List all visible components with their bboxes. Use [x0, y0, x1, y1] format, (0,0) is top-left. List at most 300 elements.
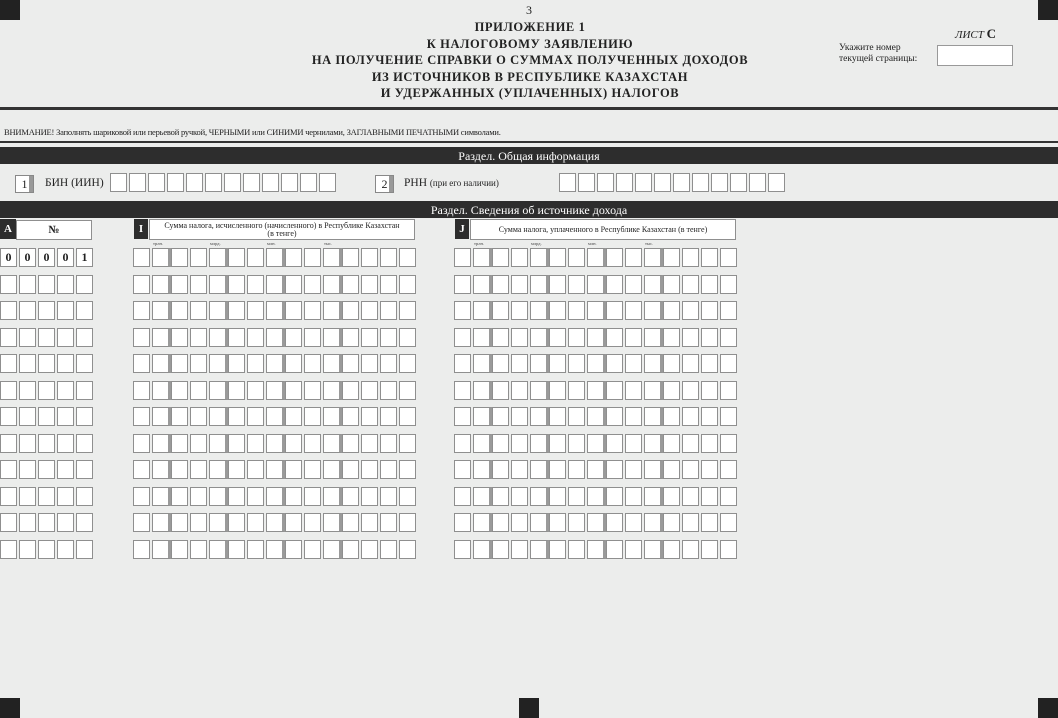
- tax-assessed-digit-cell[interactable]: [247, 434, 264, 453]
- row-number-cell[interactable]: [76, 354, 93, 373]
- tax-assessed-digit-cell[interactable]: [380, 487, 397, 506]
- tax-assessed-digit-cell[interactable]: [152, 275, 172, 294]
- tax-assessed-digit-cell[interactable]: [361, 275, 378, 294]
- tax-paid-digit-cell[interactable]: [492, 460, 509, 479]
- tax-paid-digit-cell[interactable]: [568, 275, 585, 294]
- tax-paid-digit-cell[interactable]: [511, 301, 528, 320]
- tax-assessed-digit-cell[interactable]: [247, 354, 264, 373]
- tax-assessed-digit-cell[interactable]: [361, 381, 378, 400]
- row-number-cell[interactable]: [0, 275, 17, 294]
- tax-paid-digit-cell[interactable]: [473, 487, 493, 506]
- row-number-cell[interactable]: [76, 381, 93, 400]
- tax-assessed-digit-cell[interactable]: [266, 513, 286, 532]
- tax-paid-digit-cell[interactable]: [701, 487, 718, 506]
- tax-assessed-digit-cell[interactable]: [342, 540, 359, 559]
- row-number-cell[interactable]: [76, 540, 93, 559]
- tax-paid-digit-cell[interactable]: [568, 487, 585, 506]
- tax-paid-digit-cell[interactable]: [530, 460, 550, 479]
- tax-assessed-digit-cell[interactable]: [399, 354, 416, 373]
- tax-assessed-digit-cell[interactable]: [361, 328, 378, 347]
- tax-assessed-digit-cell[interactable]: [342, 487, 359, 506]
- tax-paid-digit-cell[interactable]: [473, 460, 493, 479]
- tax-paid-digit-cell[interactable]: [454, 275, 471, 294]
- tax-paid-digit-cell[interactable]: [568, 381, 585, 400]
- tax-paid-digit-cell[interactable]: [663, 301, 680, 320]
- bin-digit-cell[interactable]: [148, 173, 165, 192]
- tax-paid-digit-cell[interactable]: [644, 487, 664, 506]
- tax-paid-digit-cell[interactable]: [511, 275, 528, 294]
- tax-paid-digit-cell[interactable]: [720, 354, 737, 373]
- tax-paid-digit-cell[interactable]: [682, 434, 699, 453]
- row-number-cell[interactable]: [19, 540, 36, 559]
- tax-assessed-digit-cell[interactable]: [133, 434, 150, 453]
- tax-assessed-digit-cell[interactable]: [380, 434, 397, 453]
- row-number-cell[interactable]: [38, 275, 55, 294]
- tax-paid-digit-cell[interactable]: [530, 381, 550, 400]
- tax-assessed-digit-cell[interactable]: [266, 275, 286, 294]
- tax-assessed-digit-cell[interactable]: [361, 434, 378, 453]
- tax-paid-digit-cell[interactable]: [606, 275, 623, 294]
- tax-assessed-digit-cell[interactable]: [209, 407, 229, 426]
- tax-assessed-digit-cell[interactable]: [209, 381, 229, 400]
- tax-assessed-digit-cell[interactable]: [209, 487, 229, 506]
- tax-assessed-digit-cell[interactable]: [247, 540, 264, 559]
- tax-paid-digit-cell[interactable]: [701, 460, 718, 479]
- bin-digit-cell[interactable]: [262, 173, 279, 192]
- tax-paid-digit-cell[interactable]: [530, 487, 550, 506]
- tax-paid-digit-cell[interactable]: [549, 275, 566, 294]
- tax-assessed-digit-cell[interactable]: [190, 301, 207, 320]
- tax-assessed-digit-cell[interactable]: [152, 248, 172, 267]
- rnn-digit-cell[interactable]: [692, 173, 709, 192]
- rnn-digit-cell[interactable]: [768, 173, 785, 192]
- tax-paid-digit-cell[interactable]: [587, 434, 607, 453]
- tax-paid-digit-cell[interactable]: [511, 328, 528, 347]
- row-number-cell[interactable]: [0, 407, 17, 426]
- rnn-digit-cell[interactable]: [559, 173, 576, 192]
- tax-assessed-digit-cell[interactable]: [171, 248, 188, 267]
- rnn-digit-cell[interactable]: [578, 173, 595, 192]
- tax-assessed-digit-cell[interactable]: [323, 275, 343, 294]
- row-number-cell[interactable]: 0: [0, 248, 17, 267]
- tax-paid-digit-cell[interactable]: [549, 407, 566, 426]
- tax-paid-digit-cell[interactable]: [511, 540, 528, 559]
- tax-paid-digit-cell[interactable]: [473, 381, 493, 400]
- tax-assessed-digit-cell[interactable]: [304, 487, 321, 506]
- tax-assessed-digit-cell[interactable]: [266, 301, 286, 320]
- tax-assessed-digit-cell[interactable]: [323, 487, 343, 506]
- tax-paid-digit-cell[interactable]: [492, 540, 509, 559]
- tax-assessed-digit-cell[interactable]: [380, 301, 397, 320]
- row-number-cell[interactable]: [76, 513, 93, 532]
- tax-paid-digit-cell[interactable]: [568, 540, 585, 559]
- tax-assessed-digit-cell[interactable]: [323, 460, 343, 479]
- tax-assessed-digit-cell[interactable]: [342, 434, 359, 453]
- rnn-digit-cell[interactable]: [635, 173, 652, 192]
- tax-assessed-digit-cell[interactable]: [380, 275, 397, 294]
- tax-assessed-digit-cell[interactable]: [266, 248, 286, 267]
- tax-assessed-digit-cell[interactable]: [266, 328, 286, 347]
- tax-assessed-digit-cell[interactable]: [285, 434, 302, 453]
- tax-paid-digit-cell[interactable]: [682, 275, 699, 294]
- tax-paid-digit-cell[interactable]: [473, 513, 493, 532]
- tax-assessed-digit-cell[interactable]: [304, 434, 321, 453]
- tax-paid-digit-cell[interactable]: [549, 487, 566, 506]
- row-number-cell[interactable]: [19, 434, 36, 453]
- tax-assessed-digit-cell[interactable]: [190, 434, 207, 453]
- row-number-cell[interactable]: [19, 275, 36, 294]
- row-number-cell[interactable]: [0, 381, 17, 400]
- tax-paid-digit-cell[interactable]: [454, 301, 471, 320]
- tax-assessed-digit-cell[interactable]: [171, 487, 188, 506]
- tax-paid-digit-cell[interactable]: [568, 434, 585, 453]
- tax-assessed-digit-cell[interactable]: [361, 460, 378, 479]
- row-number-cell[interactable]: 1: [76, 248, 93, 267]
- tax-assessed-digit-cell[interactable]: [399, 328, 416, 347]
- tax-paid-digit-cell[interactable]: [720, 301, 737, 320]
- tax-assessed-digit-cell[interactable]: [133, 354, 150, 373]
- tax-assessed-digit-cell[interactable]: [399, 487, 416, 506]
- tax-assessed-digit-cell[interactable]: [190, 248, 207, 267]
- tax-paid-digit-cell[interactable]: [625, 328, 642, 347]
- tax-assessed-digit-cell[interactable]: [152, 487, 172, 506]
- tax-paid-digit-cell[interactable]: [492, 487, 509, 506]
- tax-assessed-digit-cell[interactable]: [380, 354, 397, 373]
- tax-paid-digit-cell[interactable]: [606, 301, 623, 320]
- tax-paid-digit-cell[interactable]: [682, 354, 699, 373]
- tax-assessed-digit-cell[interactable]: [285, 540, 302, 559]
- tax-paid-digit-cell[interactable]: [663, 328, 680, 347]
- rnn-digit-cell[interactable]: [616, 173, 633, 192]
- tax-paid-digit-cell[interactable]: [454, 513, 471, 532]
- tax-paid-digit-cell[interactable]: [644, 328, 664, 347]
- tax-paid-digit-cell[interactable]: [644, 407, 664, 426]
- tax-paid-digit-cell[interactable]: [701, 301, 718, 320]
- tax-paid-digit-cell[interactable]: [701, 275, 718, 294]
- tax-assessed-digit-cell[interactable]: [380, 328, 397, 347]
- tax-paid-digit-cell[interactable]: [625, 540, 642, 559]
- tax-assessed-digit-cell[interactable]: [361, 248, 378, 267]
- tax-paid-digit-cell[interactable]: [511, 434, 528, 453]
- bin-digit-cell[interactable]: [110, 173, 127, 192]
- tax-paid-digit-cell[interactable]: [625, 460, 642, 479]
- bin-digit-cell[interactable]: [129, 173, 146, 192]
- tax-assessed-digit-cell[interactable]: [228, 460, 245, 479]
- tax-paid-digit-cell[interactable]: [682, 487, 699, 506]
- tax-paid-digit-cell[interactable]: [606, 354, 623, 373]
- tax-paid-digit-cell[interactable]: [663, 513, 680, 532]
- tax-paid-digit-cell[interactable]: [663, 248, 680, 267]
- tax-paid-digit-cell[interactable]: [644, 381, 664, 400]
- tax-paid-digit-cell[interactable]: [701, 248, 718, 267]
- tax-assessed-digit-cell[interactable]: [209, 328, 229, 347]
- tax-assessed-digit-cell[interactable]: [190, 513, 207, 532]
- tax-assessed-digit-cell[interactable]: [228, 540, 245, 559]
- tax-assessed-digit-cell[interactable]: [399, 460, 416, 479]
- tax-assessed-digit-cell[interactable]: [361, 301, 378, 320]
- tax-assessed-digit-cell[interactable]: [152, 328, 172, 347]
- tax-paid-digit-cell[interactable]: [625, 301, 642, 320]
- tax-assessed-digit-cell[interactable]: [380, 381, 397, 400]
- tax-assessed-digit-cell[interactable]: [133, 540, 150, 559]
- row-number-cell[interactable]: [0, 513, 17, 532]
- tax-paid-digit-cell[interactable]: [492, 381, 509, 400]
- tax-paid-digit-cell[interactable]: [549, 460, 566, 479]
- tax-paid-digit-cell[interactable]: [644, 513, 664, 532]
- tax-assessed-digit-cell[interactable]: [247, 248, 264, 267]
- tax-assessed-digit-cell[interactable]: [304, 328, 321, 347]
- tax-paid-digit-cell[interactable]: [549, 248, 566, 267]
- row-number-cell[interactable]: [19, 301, 36, 320]
- tax-assessed-digit-cell[interactable]: [380, 460, 397, 479]
- tax-paid-digit-cell[interactable]: [587, 275, 607, 294]
- tax-paid-digit-cell[interactable]: [644, 301, 664, 320]
- tax-assessed-digit-cell[interactable]: [152, 381, 172, 400]
- row-number-cell[interactable]: [76, 407, 93, 426]
- tax-assessed-digit-cell[interactable]: [304, 301, 321, 320]
- tax-assessed-digit-cell[interactable]: [152, 434, 172, 453]
- bin-digit-cell[interactable]: [281, 173, 298, 192]
- tax-paid-digit-cell[interactable]: [587, 407, 607, 426]
- tax-assessed-digit-cell[interactable]: [171, 540, 188, 559]
- tax-assessed-digit-cell[interactable]: [304, 381, 321, 400]
- row-number-cell[interactable]: [38, 407, 55, 426]
- tax-paid-digit-cell[interactable]: [587, 301, 607, 320]
- tax-assessed-digit-cell[interactable]: [266, 407, 286, 426]
- tax-assessed-digit-cell[interactable]: [209, 301, 229, 320]
- tax-paid-digit-cell[interactable]: [492, 301, 509, 320]
- tax-paid-digit-cell[interactable]: [625, 407, 642, 426]
- tax-paid-digit-cell[interactable]: [720, 460, 737, 479]
- tax-assessed-digit-cell[interactable]: [152, 407, 172, 426]
- tax-assessed-digit-cell[interactable]: [304, 540, 321, 559]
- tax-assessed-digit-cell[interactable]: [133, 328, 150, 347]
- tax-assessed-digit-cell[interactable]: [247, 301, 264, 320]
- tax-paid-digit-cell[interactable]: [701, 540, 718, 559]
- tax-paid-digit-cell[interactable]: [720, 513, 737, 532]
- tax-assessed-digit-cell[interactable]: [247, 513, 264, 532]
- tax-paid-digit-cell[interactable]: [473, 407, 493, 426]
- rnn-digit-cell[interactable]: [654, 173, 671, 192]
- tax-assessed-digit-cell[interactable]: [323, 248, 343, 267]
- tax-paid-digit-cell[interactable]: [454, 540, 471, 559]
- tax-paid-digit-cell[interactable]: [530, 513, 550, 532]
- tax-assessed-digit-cell[interactable]: [247, 328, 264, 347]
- tax-paid-digit-cell[interactable]: [492, 434, 509, 453]
- tax-paid-digit-cell[interactable]: [473, 434, 493, 453]
- row-number-cell[interactable]: [38, 434, 55, 453]
- tax-assessed-digit-cell[interactable]: [190, 275, 207, 294]
- tax-assessed-digit-cell[interactable]: [228, 328, 245, 347]
- tax-paid-digit-cell[interactable]: [682, 513, 699, 532]
- tax-paid-digit-cell[interactable]: [454, 354, 471, 373]
- tax-paid-digit-cell[interactable]: [454, 460, 471, 479]
- tax-paid-digit-cell[interactable]: [568, 407, 585, 426]
- tax-assessed-digit-cell[interactable]: [361, 487, 378, 506]
- tax-paid-digit-cell[interactable]: [454, 434, 471, 453]
- tax-paid-digit-cell[interactable]: [473, 275, 493, 294]
- tax-assessed-digit-cell[interactable]: [152, 513, 172, 532]
- tax-assessed-digit-cell[interactable]: [228, 513, 245, 532]
- tax-paid-digit-cell[interactable]: [473, 328, 493, 347]
- tax-assessed-digit-cell[interactable]: [209, 275, 229, 294]
- tax-paid-digit-cell[interactable]: [511, 487, 528, 506]
- tax-assessed-digit-cell[interactable]: [171, 381, 188, 400]
- tax-assessed-digit-cell[interactable]: [190, 540, 207, 559]
- tax-assessed-digit-cell[interactable]: [209, 248, 229, 267]
- row-number-cell[interactable]: [57, 460, 74, 479]
- tax-assessed-digit-cell[interactable]: [285, 328, 302, 347]
- row-number-cell[interactable]: 0: [38, 248, 55, 267]
- tax-paid-digit-cell[interactable]: [511, 248, 528, 267]
- tax-assessed-digit-cell[interactable]: [304, 275, 321, 294]
- tax-paid-digit-cell[interactable]: [549, 381, 566, 400]
- tax-paid-digit-cell[interactable]: [530, 248, 550, 267]
- tax-paid-digit-cell[interactable]: [682, 460, 699, 479]
- tax-assessed-digit-cell[interactable]: [380, 540, 397, 559]
- bin-digit-cell[interactable]: [167, 173, 184, 192]
- row-number-cell[interactable]: [38, 487, 55, 506]
- tax-assessed-digit-cell[interactable]: [323, 513, 343, 532]
- tax-assessed-digit-cell[interactable]: [171, 301, 188, 320]
- tax-assessed-digit-cell[interactable]: [209, 354, 229, 373]
- tax-assessed-digit-cell[interactable]: [399, 407, 416, 426]
- tax-assessed-digit-cell[interactable]: [342, 328, 359, 347]
- tax-assessed-digit-cell[interactable]: [247, 381, 264, 400]
- tax-paid-digit-cell[interactable]: [682, 248, 699, 267]
- row-number-cell[interactable]: [57, 540, 74, 559]
- tax-paid-digit-cell[interactable]: [454, 328, 471, 347]
- tax-assessed-digit-cell[interactable]: [285, 487, 302, 506]
- tax-assessed-digit-cell[interactable]: [304, 248, 321, 267]
- bin-digit-cell[interactable]: [319, 173, 336, 192]
- row-number-cell[interactable]: [0, 301, 17, 320]
- tax-paid-digit-cell[interactable]: [549, 328, 566, 347]
- tax-paid-digit-cell[interactable]: [606, 248, 623, 267]
- tax-assessed-digit-cell[interactable]: [285, 354, 302, 373]
- row-number-cell[interactable]: 0: [57, 248, 74, 267]
- row-number-cell[interactable]: [0, 354, 17, 373]
- tax-assessed-digit-cell[interactable]: [171, 275, 188, 294]
- tax-paid-digit-cell[interactable]: [530, 540, 550, 559]
- tax-assessed-digit-cell[interactable]: [285, 460, 302, 479]
- tax-paid-digit-cell[interactable]: [720, 407, 737, 426]
- tax-paid-digit-cell[interactable]: [549, 540, 566, 559]
- tax-paid-digit-cell[interactable]: [530, 354, 550, 373]
- tax-paid-digit-cell[interactable]: [492, 513, 509, 532]
- tax-paid-digit-cell[interactable]: [720, 487, 737, 506]
- tax-assessed-digit-cell[interactable]: [323, 540, 343, 559]
- tax-assessed-digit-cell[interactable]: [190, 381, 207, 400]
- tax-paid-digit-cell[interactable]: [701, 513, 718, 532]
- rnn-digit-cell[interactable]: [673, 173, 690, 192]
- tax-assessed-digit-cell[interactable]: [171, 434, 188, 453]
- tax-assessed-digit-cell[interactable]: [323, 354, 343, 373]
- tax-assessed-digit-cell[interactable]: [285, 275, 302, 294]
- tax-paid-digit-cell[interactable]: [473, 354, 493, 373]
- rnn-digit-cell[interactable]: [597, 173, 614, 192]
- row-number-cell[interactable]: [57, 328, 74, 347]
- row-number-cell[interactable]: [57, 275, 74, 294]
- tax-paid-digit-cell[interactable]: [568, 301, 585, 320]
- tax-assessed-digit-cell[interactable]: [228, 301, 245, 320]
- tax-paid-digit-cell[interactable]: [568, 513, 585, 532]
- tax-paid-digit-cell[interactable]: [549, 513, 566, 532]
- tax-assessed-digit-cell[interactable]: [399, 248, 416, 267]
- tax-assessed-digit-cell[interactable]: [228, 381, 245, 400]
- tax-assessed-digit-cell[interactable]: [152, 540, 172, 559]
- tax-paid-digit-cell[interactable]: [663, 381, 680, 400]
- tax-paid-digit-cell[interactable]: [530, 407, 550, 426]
- tax-assessed-digit-cell[interactable]: [228, 487, 245, 506]
- tax-assessed-digit-cell[interactable]: [399, 434, 416, 453]
- tax-paid-digit-cell[interactable]: [625, 354, 642, 373]
- tax-paid-digit-cell[interactable]: [720, 540, 737, 559]
- tax-paid-digit-cell[interactable]: [625, 381, 642, 400]
- tax-paid-digit-cell[interactable]: [473, 248, 493, 267]
- row-number-cell[interactable]: [19, 487, 36, 506]
- tax-assessed-digit-cell[interactable]: [247, 407, 264, 426]
- row-number-cell[interactable]: [38, 301, 55, 320]
- tax-paid-digit-cell[interactable]: [663, 540, 680, 559]
- tax-paid-digit-cell[interactable]: [701, 434, 718, 453]
- tax-paid-digit-cell[interactable]: [606, 407, 623, 426]
- tax-assessed-digit-cell[interactable]: [361, 354, 378, 373]
- tax-assessed-digit-cell[interactable]: [228, 434, 245, 453]
- tax-paid-digit-cell[interactable]: [644, 460, 664, 479]
- tax-assessed-digit-cell[interactable]: [209, 434, 229, 453]
- tax-assessed-digit-cell[interactable]: [190, 354, 207, 373]
- bin-digit-cell[interactable]: [186, 173, 203, 192]
- row-number-cell[interactable]: [19, 381, 36, 400]
- rnn-digit-cell[interactable]: [749, 173, 766, 192]
- tax-assessed-digit-cell[interactable]: [342, 407, 359, 426]
- tax-paid-digit-cell[interactable]: [492, 248, 509, 267]
- row-number-cell[interactable]: [0, 540, 17, 559]
- tax-paid-digit-cell[interactable]: [663, 407, 680, 426]
- tax-paid-digit-cell[interactable]: [587, 248, 607, 267]
- tax-assessed-digit-cell[interactable]: [342, 381, 359, 400]
- tax-assessed-digit-cell[interactable]: [152, 301, 172, 320]
- bin-digit-cell[interactable]: [300, 173, 317, 192]
- row-number-cell[interactable]: [38, 513, 55, 532]
- row-number-cell[interactable]: [76, 487, 93, 506]
- tax-paid-digit-cell[interactable]: [587, 328, 607, 347]
- tax-assessed-digit-cell[interactable]: [285, 407, 302, 426]
- tax-paid-digit-cell[interactable]: [587, 460, 607, 479]
- row-number-cell[interactable]: [38, 381, 55, 400]
- row-number-cell[interactable]: [57, 434, 74, 453]
- tax-paid-digit-cell[interactable]: [663, 354, 680, 373]
- current-page-input[interactable]: [937, 45, 1013, 66]
- tax-paid-digit-cell[interactable]: [492, 328, 509, 347]
- tax-assessed-digit-cell[interactable]: [380, 248, 397, 267]
- tax-assessed-digit-cell[interactable]: [285, 513, 302, 532]
- tax-paid-digit-cell[interactable]: [606, 513, 623, 532]
- tax-assessed-digit-cell[interactable]: [342, 248, 359, 267]
- tax-paid-digit-cell[interactable]: [682, 407, 699, 426]
- tax-paid-digit-cell[interactable]: [644, 434, 664, 453]
- tax-assessed-digit-cell[interactable]: [190, 407, 207, 426]
- row-number-cell[interactable]: [38, 328, 55, 347]
- rnn-digit-cell[interactable]: [711, 173, 728, 192]
- tax-paid-digit-cell[interactable]: [511, 407, 528, 426]
- row-number-cell[interactable]: [38, 540, 55, 559]
- tax-assessed-digit-cell[interactable]: [228, 248, 245, 267]
- tax-paid-digit-cell[interactable]: [549, 301, 566, 320]
- tax-paid-digit-cell[interactable]: [682, 301, 699, 320]
- tax-paid-digit-cell[interactable]: [511, 460, 528, 479]
